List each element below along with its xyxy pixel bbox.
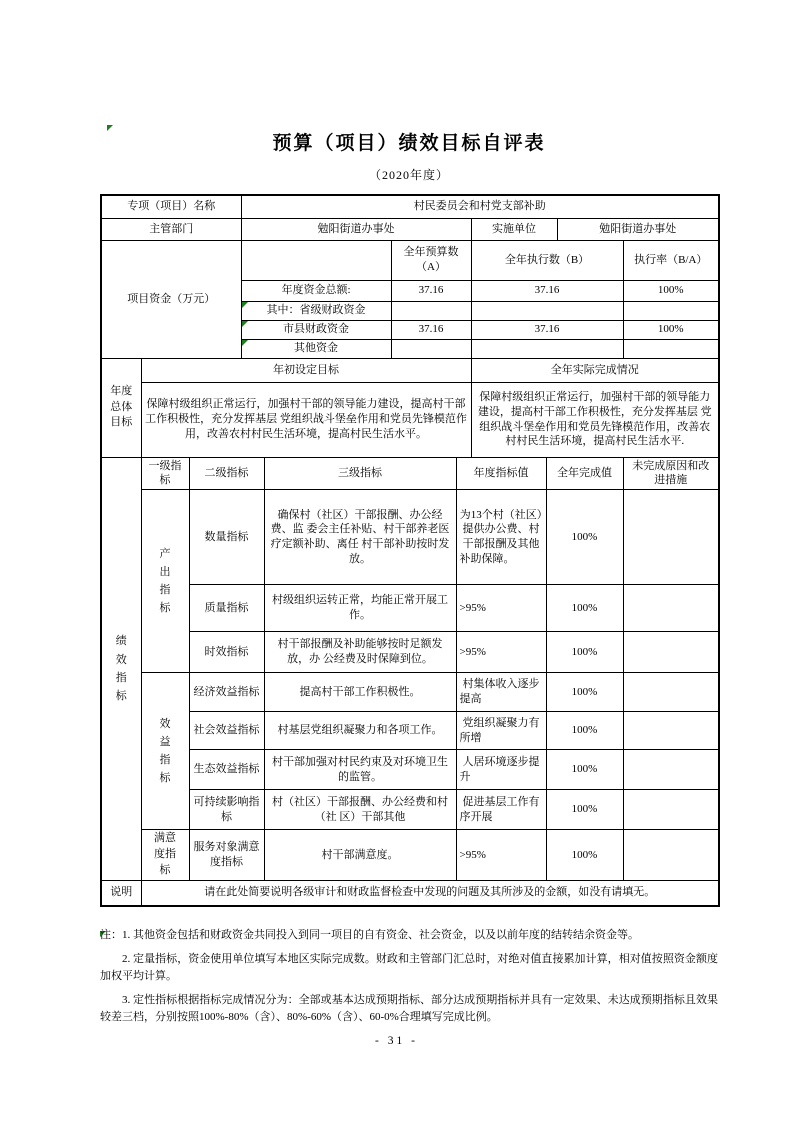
perf-group-output-text: 产出指标 [159, 547, 171, 615]
perf-target: >95% [456, 830, 546, 881]
funding-exec-value [471, 339, 623, 358]
funding-row-label [241, 320, 391, 339]
table-row [101, 750, 719, 790]
perf-reason [623, 585, 719, 632]
funding-rate-value: 100% [623, 320, 719, 339]
funding-row-label-text: 其他资金 [294, 342, 339, 355]
table-row [101, 382, 719, 457]
funding-rate-value [623, 339, 719, 358]
table-row [101, 712, 719, 750]
table-row [101, 358, 719, 382]
note-3: 3. 定性指标根据指标完成情况分为：全部或基本达成预期指标、部分达成预期指标并具有一定效果、未达成预期指标且效果较差三档，分别按照100%-80%（含）、80%-60%（含）、60-0%合理填写完成比例。 [100, 993, 718, 1023]
perf-l2: 时效指标 [189, 632, 264, 673]
perf-group-benefit-text: 效益指标 [159, 717, 171, 785]
perf-col-reason: 未完成原因和改进措施 [623, 457, 719, 490]
funding-row-label [241, 339, 391, 358]
dept-value: 勉阳街道办事处 [241, 218, 471, 240]
self-evaluation-table [100, 194, 720, 907]
perf-target: 为13个村（社区）提供办公费、村干部报酬及其他补助保障。 [456, 490, 546, 585]
goal-set-text: 保障村级组织正常运行，加强村干部的领导能力建设，提高村干部工作积极性，充分发挥基层 党组织战斗堡垒作用和党员先锋模范作用，改善农村村民生活环境，提高村民生活水平。 [141, 382, 471, 457]
perf-section-label [101, 457, 141, 881]
perf-l2: 质量指标 [189, 585, 264, 632]
comment-flag-icon [242, 340, 248, 346]
note-2: 2. 定量指标，资金使用单位填写本地区实际完成数。财政和主管部门汇总时，对绝对值直接累加计算，相对值按照资金额度加权平均计算。 [100, 952, 718, 982]
perf-reason [623, 750, 719, 790]
funding-section-label: 项目资金（万元） [101, 240, 241, 358]
perf-reason [623, 712, 719, 750]
funding-row-label-text: 市县财政资金 [283, 323, 350, 336]
perf-actual: 100% [546, 790, 623, 830]
goal-actual-header: 全年实际完成情况 [471, 358, 719, 382]
perf-l3: 村干部加强对村民约束及对环境卫生的监管。 [264, 750, 456, 790]
funding-row-label [241, 301, 391, 320]
funding-budget-value: 37.16 [391, 280, 471, 301]
table-row [101, 881, 719, 906]
perf-group-satisfaction [141, 830, 189, 881]
perf-l3: 村干部报酬及补助能够按时足额发放，办 公经费及时保障到位。 [264, 632, 456, 673]
funding-empty-header-cell [241, 240, 391, 280]
perf-actual: 100% [546, 750, 623, 790]
table-row [101, 457, 719, 490]
perf-actual: 100% [546, 712, 623, 750]
funding-col-exec: 全年执行数（B） [471, 240, 623, 280]
dept-label: 主管部门 [101, 218, 241, 240]
perf-col-l3: 三级指标 [264, 457, 456, 490]
funding-exec-value: 37.16 [471, 320, 623, 339]
perf-l2: 可持续影响指标 [189, 790, 264, 830]
project-name-label: 专项（项目）名称 [101, 195, 241, 218]
table-row [101, 585, 719, 632]
perf-actual: 100% [546, 490, 623, 585]
footnotes [100, 927, 718, 1026]
funding-exec-value [471, 301, 623, 320]
perf-actual: 100% [546, 673, 623, 712]
perf-group-satisfaction-text: 满意度指标 [153, 832, 176, 877]
table-row [101, 830, 719, 881]
annual-goal-label [101, 358, 141, 457]
perf-l3: 村（社区）干部报酬、办公经费和村（社 区）干部其他 [264, 790, 456, 830]
perf-target: 促进基层工作有序开展 [456, 790, 546, 830]
perf-l3: 村级组织运转正常，均能正常开展工作。 [264, 585, 456, 632]
remark-label: 说明 [101, 881, 141, 906]
perf-target: >95% [456, 632, 546, 673]
perf-l2: 经济效益指标 [189, 673, 264, 712]
funding-row-label: 年度资金总额: [241, 280, 391, 301]
table-row [101, 490, 719, 585]
perf-target: 村集体收入逐步提高 [456, 673, 546, 712]
funding-rate-value: 100% [623, 280, 719, 301]
perf-col-target: 年度指标值 [456, 457, 546, 490]
funding-budget-value: 37.16 [391, 320, 471, 339]
project-name-value: 村民委员会和村党支部补助 [241, 195, 719, 218]
perf-l2: 生态效益指标 [189, 750, 264, 790]
perf-reason [623, 790, 719, 830]
perf-l2: 服务对象满意度指标 [189, 830, 264, 881]
perf-l3: 村基层党组织凝聚力和各项工作。 [264, 712, 456, 750]
funding-budget-value [391, 301, 471, 320]
perf-l2: 社会效益指标 [189, 712, 264, 750]
perf-l2: 数量指标 [189, 490, 264, 585]
comment-flag-icon [242, 302, 248, 308]
comment-flag-icon [242, 321, 248, 327]
funding-rate-value [623, 301, 719, 320]
note-1: 注：1. 其他资金包括和财政资金共同投入到同一项目的自有资金、社会资金，以及以前年度的结转结余资金等。 [100, 928, 639, 941]
table-row [101, 632, 719, 673]
perf-actual: 100% [546, 585, 623, 632]
impl-unit-label: 实施单位 [471, 218, 557, 240]
funding-col-rate: 执行率（B/A） [623, 240, 719, 280]
table-row [101, 218, 719, 240]
perf-target: 人居环境逐步提升 [456, 750, 546, 790]
perf-l3: 提高村干部工作积极性。 [264, 673, 456, 712]
perf-target: >95% [456, 585, 546, 632]
annual-goal-label-text: 年度总体目标 [110, 384, 133, 429]
perf-reason [623, 673, 719, 712]
perf-group-output [141, 490, 189, 673]
perf-col-l2: 二级指标 [189, 457, 264, 490]
perf-target: 党组织凝聚力有所增 [456, 712, 546, 750]
goal-set-header: 年初设定目标 [141, 358, 471, 382]
perf-reason [623, 632, 719, 673]
remark-text: 请在此处简要说明各级审计和财政监督检查中发现的问题及其所涉及的金额，如没有请填无。 [141, 881, 719, 906]
perf-section-label-text: 绩效指标 [115, 635, 127, 702]
perf-l3: 确保村（社区）干部报酬、办公经费、监 委会主任补贴、村干部养老医疗定额补助、离任 村干部补助按时发放。 [264, 490, 456, 585]
perf-col-l1: 一级指标 [141, 457, 189, 490]
page-number: - 31 - [375, 1035, 418, 1047]
funding-row-label-text: 其中：省级财政资金 [266, 304, 366, 317]
perf-reason [623, 490, 719, 585]
table-row [101, 240, 719, 280]
perf-group-benefit [141, 673, 189, 830]
document-content [100, 0, 718, 1033]
table-row [101, 790, 719, 830]
funding-budget-value [391, 339, 471, 358]
perf-actual: 100% [546, 632, 623, 673]
page-title: 预算（项目）绩效目标自评表 [272, 133, 546, 154]
page-subtitle: （2020年度） [368, 168, 449, 182]
goal-actual-text: 保障村级组织正常运行，加强村干部的领导能力建设，提高村干部工作积极性，充分发挥基层 党组织战斗堡垒作用和党员先锋模范作用，改善农村村民生活环境，提高村民生活水平. [471, 382, 719, 457]
perf-l3: 村干部满意度。 [264, 830, 456, 881]
perf-reason [623, 830, 719, 881]
funding-exec-value: 37.16 [471, 280, 623, 301]
perf-col-actual: 全年完成值 [546, 457, 623, 490]
funding-col-budget: 全年预算数（A） [391, 240, 471, 280]
perf-actual: 100% [546, 830, 623, 881]
table-row [101, 195, 719, 218]
impl-unit-value: 勉阳街道办事处 [557, 218, 719, 240]
table-row [101, 673, 719, 712]
